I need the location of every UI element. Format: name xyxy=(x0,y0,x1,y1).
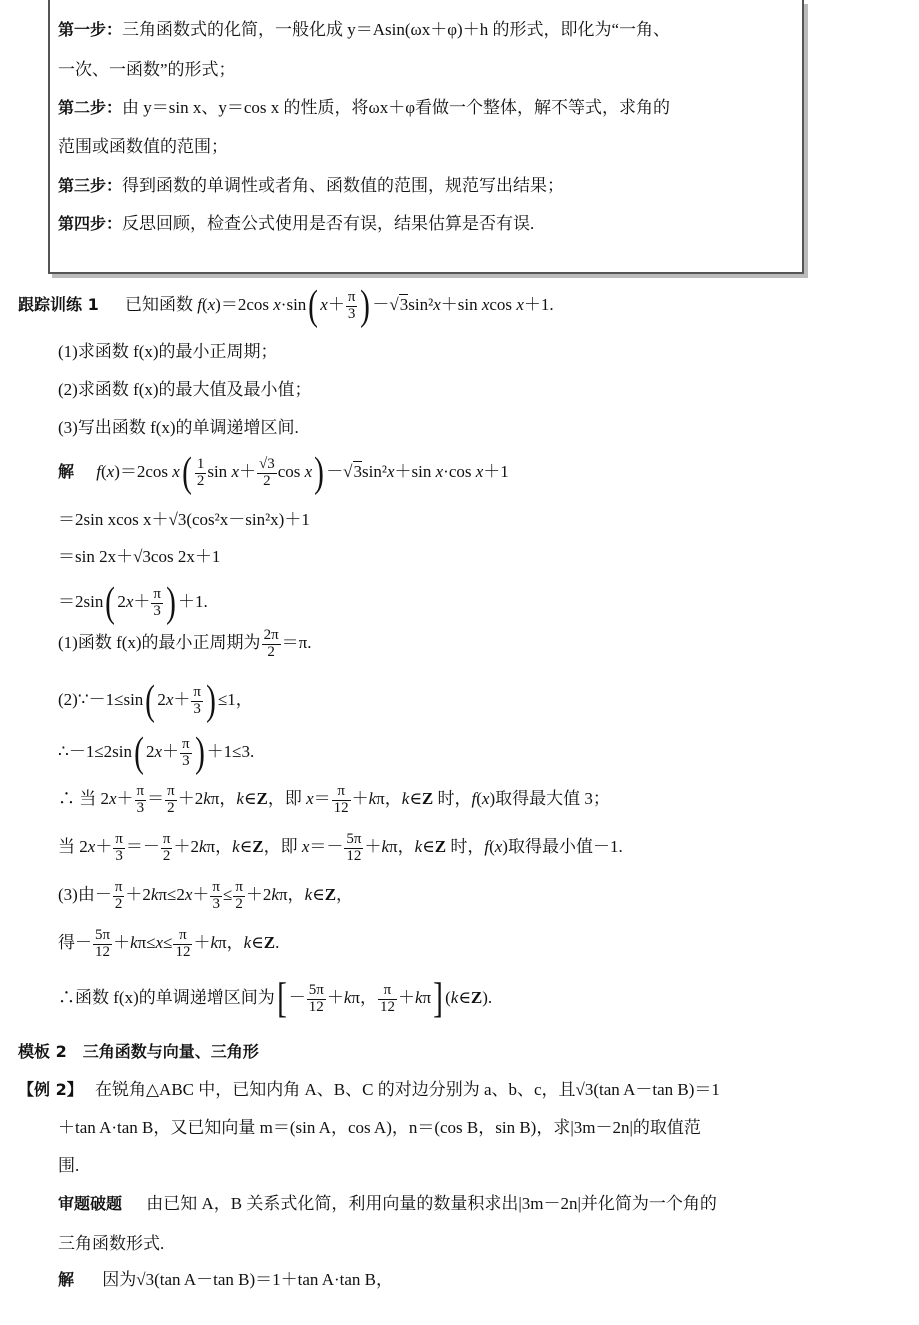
step4-label: 第四步： xyxy=(58,214,123,233)
question-2: (2)求函数 f(x)的最大值及最小值； xyxy=(58,380,312,399)
solution-line-4: ＝2sin( 2x＋ $\frac{\pi}{3}$ ) ＋1. xyxy=(58,580,208,626)
step3-line xyxy=(58,176,564,196)
part-3-line-1: (3)由－ $\frac{\pi}{2}$ ＋2kπ≤2x＋ $\frac{\pi}{3}$ ≤ $\frac{\pi}{2}$ ＋2kπ，k∈Z， xyxy=(58,879,354,912)
exercise-title: 跟踪训练 1 xyxy=(18,294,99,314)
question-3: (3)写出函数 f(x)的单调递增区间. xyxy=(58,418,299,437)
example-line-1 xyxy=(18,1080,720,1100)
part-2-line-1: (2)∵－1≤sin( 2x＋ $\frac{\pi}{3}$ ) ≤1， xyxy=(58,678,253,724)
step3-label: 第三步： xyxy=(58,176,123,195)
part-3-text: (3)由 xyxy=(58,885,95,905)
insight-label: 审题破题 xyxy=(58,1194,123,1213)
insight-line-2: 三角函数形式. xyxy=(58,1234,165,1253)
step1-text: 三角函数式的化简，一般化成 y＝Asin(ωx＋φ)＋h 的形式，即化为“一角、 xyxy=(122,20,670,39)
example-text-1: 在锐角△ABC 中，已知内角 A、B、C 的对边分别为 a、b、c，且√3(tan A－tan B)＝1 xyxy=(94,1080,720,1099)
part-1-text: (1)函数 f(x)的最小正周期为 xyxy=(58,633,261,653)
part-2-min: 当 2x＋ $\frac{\pi}{3}$ ＝－ $\frac{\pi}{2}$ ＋2kπ，k∈Z，即 x＝－ $\frac{5\pi}{12}$ ＋kπ，k∈Z 时，f(x)取得最小值－1. xyxy=(58,831,623,864)
step3-text: 得到函数的单调性或者角、函数值的范围，规范写出结果； xyxy=(122,176,565,195)
part-3-line-3: ∴函数 f(x)的单调递增区间为[ － $\frac{5\pi}{12}$ ＋kπ， $\frac{\pi}{12}$ ＋kπ] (k∈Z). xyxy=(58,976,493,1022)
part-2-text: (2)∵－1≤sin xyxy=(58,689,144,709)
step1-cont: 一次、一函数”的形式； xyxy=(58,60,236,79)
insight-line-1 xyxy=(58,1194,717,1214)
template-title: 模板 2 三角函数与向量、三角形 xyxy=(18,1042,259,1061)
de-label: 得 xyxy=(58,933,75,953)
step2-label: 第二步： xyxy=(58,98,123,117)
solution-line-2: ＝2sin xcos x＋√3(cos²x－sin²x)＋1 xyxy=(58,510,310,529)
step2-line xyxy=(58,98,670,118)
when-label: 当 xyxy=(58,837,75,857)
example-label: 【例 2】 xyxy=(18,1080,83,1099)
example-line-3: 围. xyxy=(58,1156,80,1175)
step2-text: 由 y＝sin x、y＝cos x 的性质，将ωx＋φ看做一个整体，解不等式，求角的 xyxy=(122,98,671,117)
solution-line-3: ＝sin 2x＋√3cos 2x＋1 xyxy=(58,547,221,566)
template-solution-line xyxy=(58,1270,393,1290)
question-1: (1)求函数 f(x)的最小正周期； xyxy=(58,342,278,361)
step1-label: 第一步： xyxy=(58,20,123,39)
part-2-max: ∴ 当 2x＋ $\frac{\pi}{3}$ ＝ $\frac{\pi}{2}$ ＋2kπ，k∈Z，即 x＝ $\frac{\pi}{12}$ ＋kπ，k∈Z 时，f(x)取得最大值 3； xyxy=(58,783,610,816)
solution-line-1: 解 f(x)＝2cos x( $\frac{1}{2}$ sin x＋ $\frac{√3}{2}$ cos x) －√3sin²x＋sin x·cos x＋1 xyxy=(58,450,509,496)
step4-line xyxy=(58,214,534,234)
exercise-line xyxy=(18,285,554,327)
step4-text: 反思回顾，检查公式使用是否有误，结果估算是否有误. xyxy=(122,214,535,233)
solution-label: 解 xyxy=(58,461,75,481)
step2-cont: 范围或函数值的范围； xyxy=(58,137,228,156)
exercise-formula: f(x)＝2cos x·sin( x＋ $\frac{\pi}{3}$ ) －√3sin²x＋sin xcos x＋1. xyxy=(197,283,554,329)
example-line-2: ＋tan A·tan B，又已知向量 m＝(sin A，cos A)，n＝(cos B，sin B)，求|3m－2n|的取值范 xyxy=(58,1118,701,1137)
incr-text: ∴函数 f(x)的单调递增区间为 xyxy=(58,987,275,1007)
part-2-line-2: ∴－1≤2sin( 2x＋ $\frac{\pi}{3}$ ) ＋1≤3. xyxy=(58,730,255,776)
step1-line xyxy=(58,20,670,40)
part-1: (1)函数 f(x)的最小正周期为 $\frac{2\pi}{2}$ ＝π. xyxy=(58,627,312,660)
part-3-line-2: 得－ $\frac{5\pi}{12}$ ＋kπ≤x≤ $\frac{\pi}{12}$ ＋kπ，k∈Z. xyxy=(58,927,280,960)
exercise-intro: 已知函数 xyxy=(124,294,193,314)
therefore-1: ∴ xyxy=(58,741,69,761)
insight-text-1: 由已知 A，B 关系式化简，利用向量的数量积求出|3m－2n|并化简为一个角的 xyxy=(146,1194,717,1213)
therefore-2: ∴ xyxy=(58,789,75,809)
template-solution-label: 解 xyxy=(58,1270,75,1289)
template-solution-text: 因为√3(tan A－tan B)＝1＋tan A·tan B， xyxy=(102,1270,394,1289)
